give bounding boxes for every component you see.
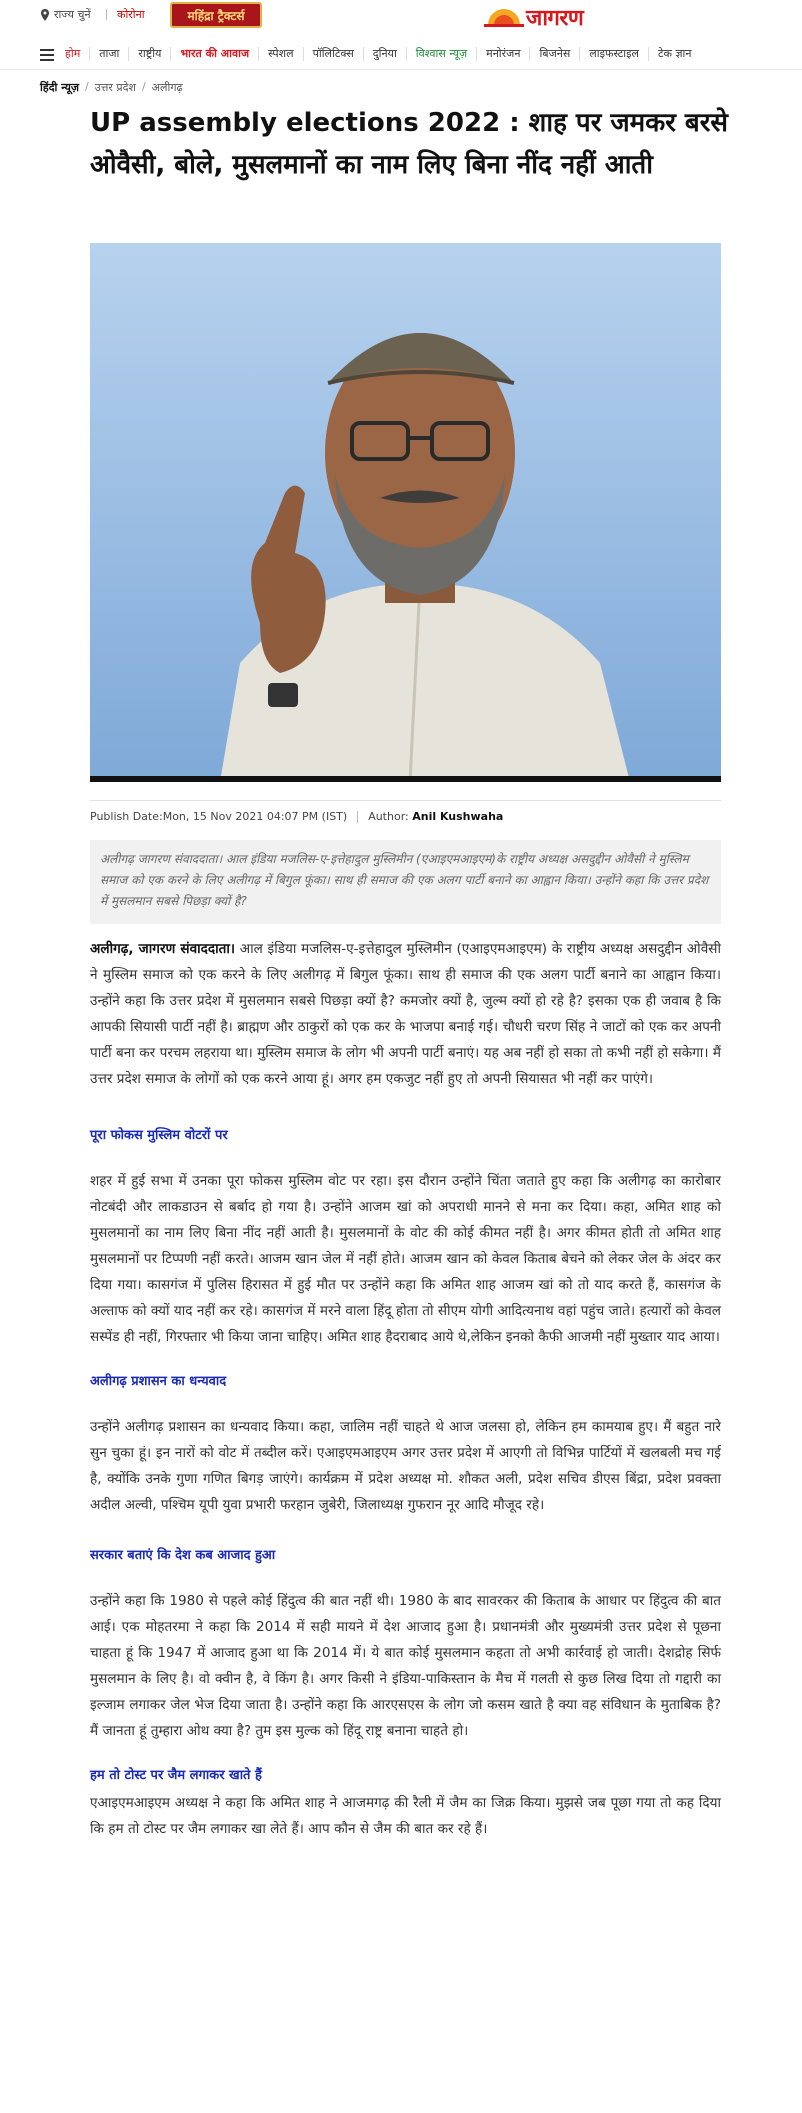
nav-item-world[interactable]: दुनिया: [363, 47, 406, 61]
breadcrumb-hindi-news[interactable]: हिंदी न्यूज़: [40, 81, 79, 94]
subheading: अलीगढ़ प्रशासन का धन्यवाद: [90, 1374, 227, 1389]
promo-banner[interactable]: महिंद्रा ट्रैक्टर्स: [170, 2, 262, 28]
nav-item-home[interactable]: होम: [65, 47, 81, 60]
author-name[interactable]: Anil Kushwaha: [412, 810, 504, 823]
nav-item-politics[interactable]: पॉलिटिक्स: [303, 47, 363, 61]
state-selector-label: राज्य चुनें: [54, 8, 91, 21]
state-selector[interactable]: [40, 7, 91, 22]
nav-item-tech[interactable]: टेक ज्ञान: [648, 47, 701, 61]
breadcrumb: [40, 80, 183, 95]
main-nav: [0, 40, 802, 70]
nav-item-special[interactable]: स्पेशल: [258, 47, 302, 61]
dateline: अलीगढ़, जागरण संवाददाता।: [90, 941, 236, 957]
nav-item-entertainment[interactable]: मनोरंजन: [476, 47, 529, 61]
corona-link[interactable]: कोरोना: [117, 8, 145, 21]
body-paragraph: शहर में हुई सभा में उनका पूरा फोकस मुस्लिम वोट पर रहा। इस दौरान उन्होंने चिंता जताते हुए कहा कि अलीगढ़ का कारोबार नोटबंदी और लाकडाउन से बर्बाद हो गया है। उन्होंने आजम खां को अपराधी मानने से मना कर दिया। कहा, अमित शाह को मुसलमानों का नाम लिए बिना नींद नहीं आती है। मुसलमानों के वोट की कोई कीमत नहीं है। अगर कीमत होती तो अमित शाह मुसलमानों पर टिप्पणी नहीं करते। आजम खान जेल में नहीं होते। आजम खान को केवल किताब बेचने को लेकर जेल के अंदर कर दिया गया। कासगंज में पुलिस हिरासत में हुई मौत पर उन्होंने कहा कि अमित शाह आजम खां को तो याद करते हैं, कासगंज के अल्ताफ को क्यों याद नहीं कर रहे। कासगंज में मरने वाला हिंदू होता तो सीएम योगी आदित्यनाथ वहां पहुंच जाते। हत्यारों को केवल सस्पेंड ही नहीं, गिरफ्तार भी किया जाना चाहिए। अमित शाह हैदराबाद आये थे,लेकिन इनको कैफी आजमी नहीं मुख्तार याद आया।: [90, 1173, 721, 1345]
divider: [106, 9, 107, 20]
article-summary: अलीगढ़ जागरण संवाददाता। आल इंडिया मजलिस-ए-इत्तेहादुल मुस्लिमीन (एआइएमआइएम)के राष्ट्रीय अध्यक्ष असदुद्दीन ओवैसी ने मुस्लिम समाज को एक करने के लिए अलीगढ़ में बिगुल फूंका। साथ ही समाज की एक अलग पार्टी बनाने का आह्वान किया। उन्होंने कहा कि उत्तर प्रदेश में मुसलमान सबसे पिछड़ा क्यों है?: [90, 840, 721, 924]
author-prefix: Author:: [368, 810, 409, 823]
article-photo: [90, 243, 721, 782]
nav-item-latest[interactable]: ताजा: [89, 47, 128, 61]
article-body: [90, 936, 721, 1842]
body-paragraph: उन्होंने अलीगढ़ प्रशासन का धन्यवाद किया। कहा, जालिम नहीं चाहते थे आज जलसा हो, लेकिन हम कामयाब हुए। मैं बहुत नारे सुन चुका हूं। इन नारों को वोट में तब्दील करें। एआइएमआइएम अगर उत्तर प्रदेश में आएगी तो विभिन्न पार्टियों में खलबली मच गई है, क्योंकि उनके गुणा गणित बिगड़ जाएंगे। कार्यक्रम में प्रदेश अध्यक्ष मो. शौकत अली, प्रदेश सचिव डीएस बिंद्रा, प्रदेश प्रवक्ता अदील अल्वी, पश्चिम यूपी युवा प्रभारी फरहान जुबेरी, जिलाध्यक्ष गुफरान नूर आदि मौजूद रहे।: [90, 1419, 721, 1513]
nav-item-lifestyle[interactable]: लाइफस्टाइल: [579, 47, 648, 61]
top-bar: [0, 0, 802, 34]
breadcrumb-aligarh[interactable]: अलीगढ़: [151, 81, 183, 94]
body-paragraph: एआइएमआइएम अध्यक्ष ने कहा कि अमित शाह ने आजमगढ़ की रैली में जैम का जिक्र किया। मुझसे जब पूछा गया तो कह दिया कि हम तो टोस्ट पर जैम लगाकर खा लेते हैं। आप कौन से जैम की बात कर रहे हैं।: [90, 1795, 721, 1837]
jagran-logo[interactable]: [484, 2, 583, 32]
nav-item-national[interactable]: राष्ट्रीय: [128, 47, 170, 61]
divider: [357, 811, 358, 823]
body-paragraph: [90, 936, 721, 1092]
body-paragraph: उन्होंने कहा कि 1980 से पहले कोई हिंदुत्व की बात नहीं थी। 1980 के बाद सावरकर की किताब के आधार पर हिंदुत्व की बात आई। एक मोहतरमा ने कहा कि 2014 में सही मायने में देश आजाद हुआ है। प्रधानमंत्री और मुख्यमंत्री उत्तर प्रदेश से पूछना चाहता हूं कि 1947 में आजाद हुआ था कि 2014 में। ये बात कोई मुसलमान कहता तो अभी कार्रवाई हो जाती। देशद्रोह सिर्फ मुसलमान के लिए है। वो क्वीन है, वे किंग है। अगर किसी ने इंडिया-पाकिस्तान के मैच में गलती से कुछ लिख दिया तो गद्दारी का इल्जाम लगाकर जेल भेज दिया जाता है। उन्होंने कहा कि आरएसएस के लोग जो कसम खाते है क्या वह संविधान के मुताबिक है? मैं जानता हूं तुम्हारा ओथ क्या है? तुम इस मुल्क को हिंदू राष्ट्र बनाना चाहते हो।: [90, 1593, 721, 1739]
speaker-portrait-illustration: [90, 243, 721, 782]
nav-item-bharat-ki-awaaz[interactable]: भारत की आवाज: [170, 47, 258, 61]
location-pin-icon: [40, 9, 50, 21]
publish-date: Publish Date:Mon, 15 Nov 2021 04:07 PM (IST): [90, 810, 348, 823]
subheading: पूरा फोकस मुस्लिम वोटरों पर: [90, 1128, 228, 1143]
logo-text: जागरण: [526, 6, 584, 31]
nav-item-vishvas-news[interactable]: विश्वास न्यूज़: [406, 47, 476, 61]
subheading: सरकार बताएं कि देश कब आजाद हुआ: [90, 1548, 276, 1563]
sun-logo-icon: [484, 7, 524, 27]
subheading: हम तो टोस्ट पर जैम लगाकर खाते हैं: [90, 1768, 262, 1783]
breadcrumb-uttar-pradesh[interactable]: उत्तर प्रदेश: [94, 81, 136, 94]
divider: [90, 800, 721, 801]
article-meta: [90, 810, 503, 823]
breadcrumb-separator: /: [141, 80, 146, 93]
nav-item-business[interactable]: बिजनेस: [529, 47, 579, 61]
paragraph-text: आल इंडिया मजलिस-ए-इत्तेहादुल मुस्लिमीन (एआइएमआइएम) के राष्ट्रीय अध्यक्ष असदुद्दीन ओवैसी ने मुस्लिम समाज को एक करने के लिए अलीगढ़ में बिगुल फूंका। साथ ही समाज की एक अलग पार्टी बनाने का आह्वान किया। उन्होंने कहा कि उत्तर प्रदेश में मुसलमान सबसे पिछड़ा क्यों है? कमजोर क्यों है, जुल्म क्यों हो रहे है? इसका एक ही जवाब है कि आपकी सियासी पार्टी नहीं है। ब्राह्मण और ठाकुरों को एक कर के भाजपा बनाई गई। चौधरी चरण सिंह ने जाटों को एक कर अपनी पार्टी बना कर परचम लहराया था। मुस्लिम समाज के लोग भी अपनी पार्टी बनाएं। यह अब नहीं हो सका तो कभी नहीं हो सकेगा। मैं उत्तर प्रदेश समाज के लोगों को एक करने आया हूं। अगर हम एकजुट नहीं हुए तो अपनी सियासत भी नहीं कर पाएंगे।: [90, 941, 721, 1087]
breadcrumb-separator: /: [85, 80, 89, 93]
article-headline: UP assembly elections 2022 : शाह पर जमकर बरसे ओवैसी, बोले, मुसलमानों का नाम लिए बिना नींद नहीं आती: [90, 108, 728, 180]
hamburger-menu-icon[interactable]: [40, 49, 54, 61]
author-line: [368, 810, 503, 823]
